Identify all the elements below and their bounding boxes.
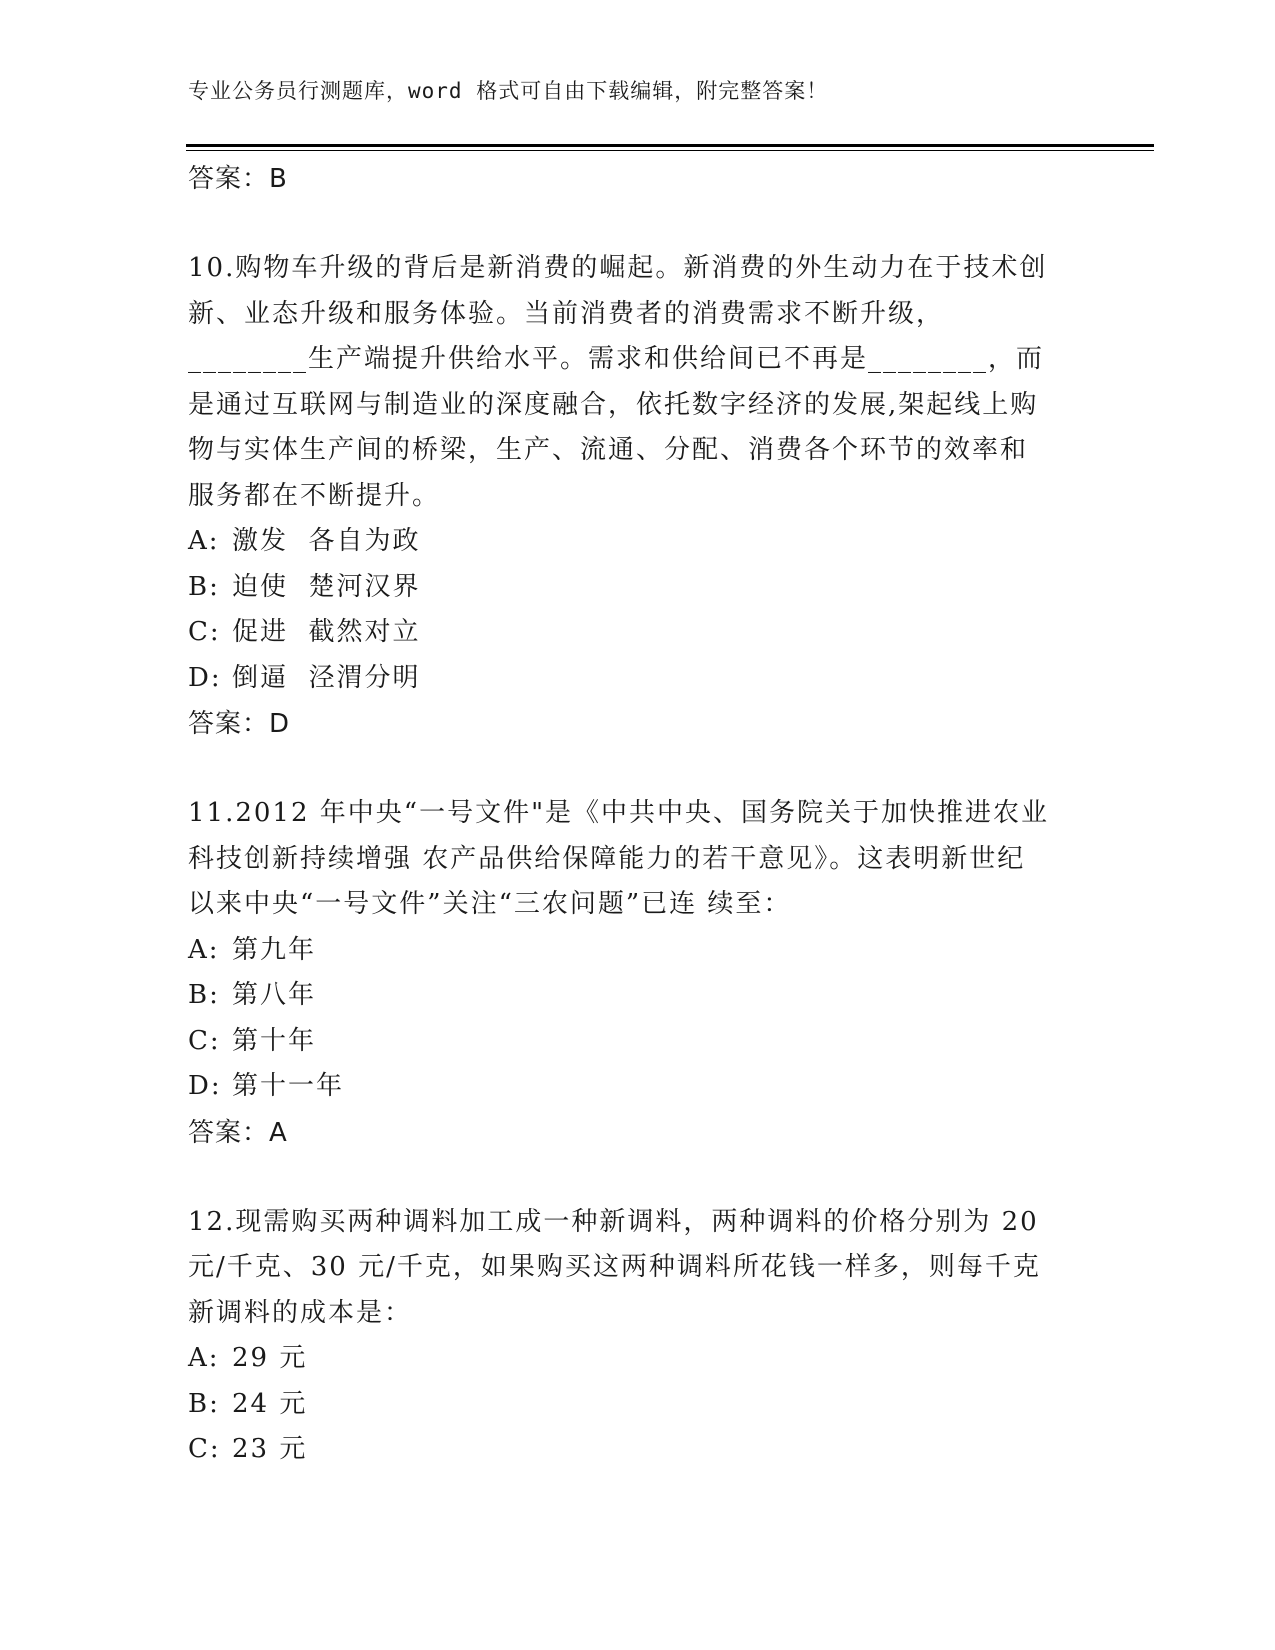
question-12 (188, 1200, 1088, 1473)
question-10 (188, 246, 1088, 747)
option-c (188, 1427, 1088, 1473)
answer-value: A (269, 1117, 288, 1148)
option-text: 激发 各自为政 (232, 526, 421, 556)
option-key: C: (188, 1025, 221, 1056)
stem-line: 物与实体生产间的桥梁，生产、流通、分配、消费各个环节的效率和 (188, 435, 1029, 465)
option-d (188, 1064, 1088, 1110)
answer-prefix: 答案： (188, 1117, 270, 1148)
stem-line: 10.购物车升级的背后是新消费的崛起。新消费的外生动力在于技术创 (188, 253, 1048, 283)
question-stem (188, 791, 1088, 928)
stem-line: 服务都在不断提升。 (188, 480, 441, 511)
option-text: 第八年 (232, 980, 317, 1010)
option-b (188, 973, 1088, 1019)
spacer (188, 1156, 1088, 1200)
question-stem (188, 1200, 1088, 1337)
option-text: 23 元 (232, 1434, 308, 1464)
question-stem (188, 246, 1088, 519)
answer-value: B (269, 164, 288, 194)
option-key: D: (188, 662, 222, 693)
option-text: 29 元 (232, 1343, 308, 1373)
option-key: B: (188, 1388, 220, 1419)
answer-prefix: 答案： (188, 164, 270, 194)
option-b (188, 1382, 1088, 1428)
option-text: 第十一年 (232, 1071, 345, 1101)
stem-line: 12.现需购买两种调料加工成一种新调料，两种调料的价格分别为 20 (188, 1206, 1039, 1237)
option-a (188, 928, 1088, 974)
option-key: B: (188, 571, 220, 602)
stem-line: 元/千克、30 元/千克，如果购买这两种调料所花钱一样多，则每千克 (188, 1252, 1041, 1282)
option-text: 24 元 (232, 1388, 308, 1419)
answer-prefix: 答案： (188, 709, 270, 739)
option-text: 第十年 (232, 1025, 317, 1056)
question-answer (188, 701, 1088, 747)
option-c (188, 1019, 1088, 1065)
option-key: A: (188, 1343, 220, 1373)
option-text: 倒逼 泾渭分明 (232, 662, 421, 693)
stem-line: 新调料的成本是： (188, 1297, 413, 1328)
header-rule-thin (186, 150, 1154, 151)
option-key: B: (188, 980, 220, 1010)
answer-value: D (269, 709, 291, 739)
option-key: C: (188, 617, 221, 647)
question-answer (188, 1110, 1088, 1156)
option-a (188, 519, 1088, 565)
stem-line: 科技创新持续增强 农产品供给保障能力的若干意见》。这表明新世纪 (188, 843, 1026, 874)
stem-line: 新、业态升级和服务体验。当前消费者的消费需求不断升级， (188, 298, 945, 329)
spacer (188, 202, 1088, 246)
option-key: A: (188, 934, 220, 965)
header-rule-thick (186, 144, 1154, 147)
option-c (188, 610, 1088, 656)
option-key: C: (188, 1434, 221, 1464)
question-11 (188, 791, 1088, 1156)
option-text: 迫使 楚河汉界 (232, 571, 421, 602)
previous-answer (188, 156, 1088, 202)
stem-line: 是通过互联网与制造业的深度融合，依托数字经济的发展,架起线上购 (188, 389, 1039, 420)
option-text: 第九年 (232, 934, 317, 965)
stem-line: ________生产端提升供给水平。需求和供给间已不再是________，而 (188, 344, 1045, 374)
stem-line: 11.2012 年中央“一号文件"是《中共中央、国务院关于加快推进农业 (188, 798, 1050, 828)
option-key: A: (188, 526, 220, 556)
option-key: D: (188, 1071, 222, 1101)
option-d (188, 656, 1088, 702)
option-text: 促进 截然对立 (232, 617, 421, 647)
stem-line: 以来中央“一号文件”关注“三农问题”已连 续至： (188, 889, 792, 919)
page-header: 专业公务员行测题库，word 格式可自由下载编辑，附完整答案！ (188, 79, 829, 103)
option-a (188, 1336, 1088, 1382)
option-b (188, 565, 1088, 611)
question-content (188, 156, 1088, 1473)
spacer (188, 747, 1088, 791)
